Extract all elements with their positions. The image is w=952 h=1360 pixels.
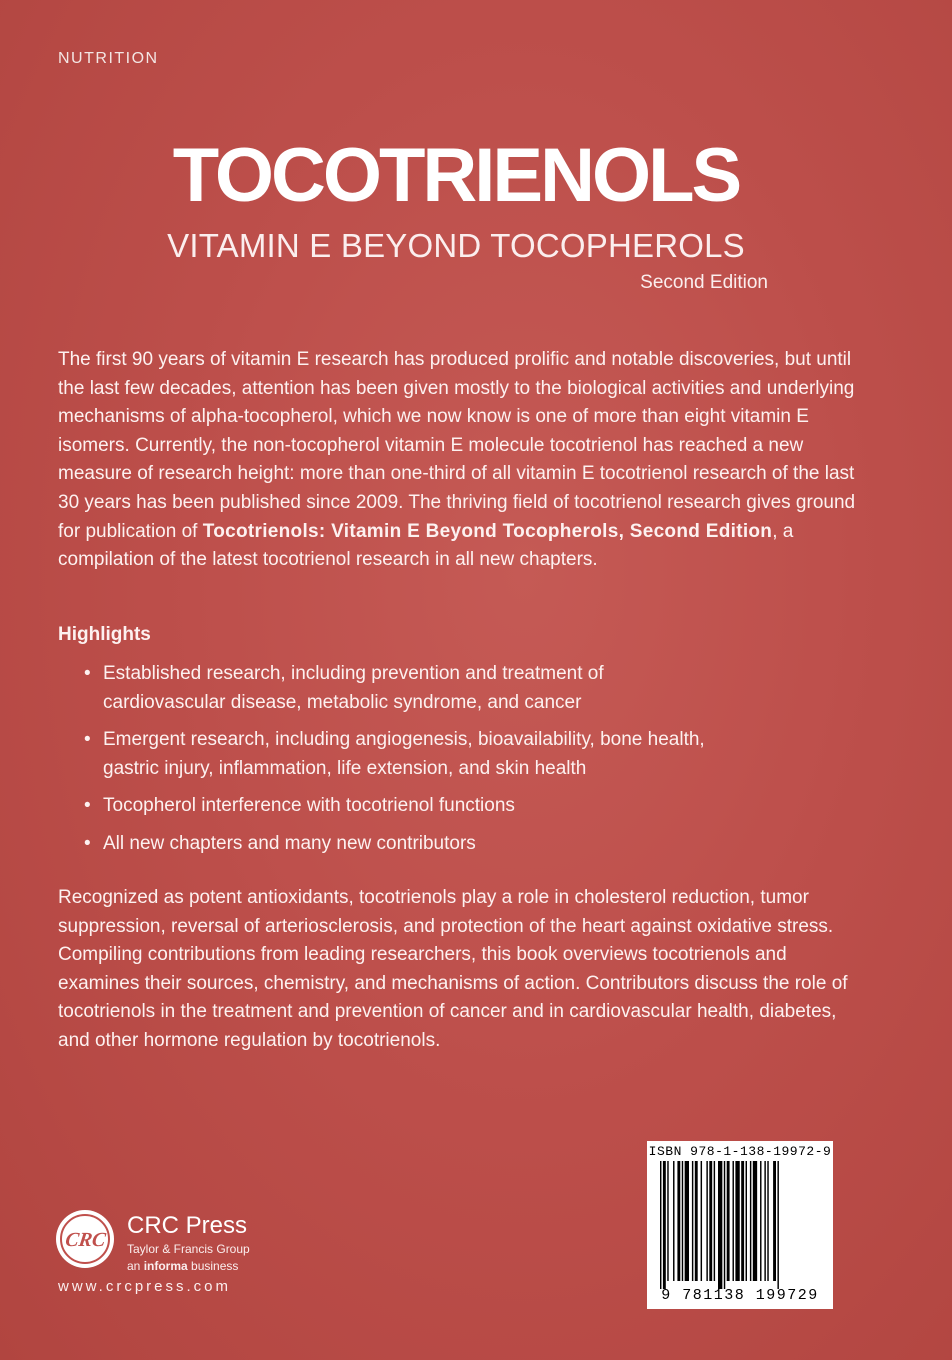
barcode-bar [764,1161,765,1281]
barcode-bar [733,1161,734,1281]
barcode-bar [760,1161,761,1281]
publisher-url: www.crcpress.com [58,1278,232,1295]
barcode-bar [777,1161,778,1289]
book-subtitle: VITAMIN E BEYOND TOCOPHEROLS [167,227,745,264]
publisher-informa [127,1259,238,1273]
barcode-bar [753,1161,757,1281]
barcode-bar [773,1161,776,1281]
barcode-bar [677,1161,680,1281]
category-label: NUTRITION [58,50,159,67]
barcode-bar [718,1161,722,1289]
barcode-bar [701,1161,702,1281]
informa-suffix: business [187,1259,239,1273]
highlight-item [84,830,724,859]
highlights-heading: Highlights [58,624,151,645]
crc-logo-icon [54,1208,116,1270]
barcode-bar [673,1161,674,1281]
summary-paragraph: Recognized as potent antioxidants, tocotrienols play a role in cholesterol reduction, tumor suppression, reversal of arteriosclerosis, and protection of the heart against oxidative stress. Compiling contributions from leading researchers, this book overviews tocotrienols and examines their sources, chemistry, and mechanisms of action. Contributors discuss the role of tocotrienols in the treatment and prevention of cancer and in cardiovascular health, diabetes, and other hormone regulation by tocotrienols. [58,887,848,1051]
highlight-item [84,660,724,717]
barcode-digits: 9 781138 199729 [661,1287,819,1304]
barcode-bar [660,1161,661,1289]
isbn-label: ISBN 978-1-138-19972-9 [648,1144,832,1159]
barcode-bar [692,1161,693,1281]
highlight-text: Established research, including prevention and treatment of cardiovascular disease, metabolic syndrome, and cancer [103,663,604,713]
barcode-bars-icon [660,1161,820,1289]
barcode-bar [706,1161,707,1281]
edition-label: Second Edition [640,272,768,293]
barcode-bar [695,1161,698,1281]
highlights-list [84,660,724,868]
barcode-bar [746,1161,747,1281]
highlight-text: Tocopherol interference with tocotrienol functions [103,795,515,817]
barcode-bar [767,1161,768,1281]
highlight-text: Emergent research, including angiogenesis, bioavailability, bone health, gastric injury, inflammation, life extension, and skin health [103,729,705,779]
bullet-icon: • [84,795,91,817]
intro-paragraph [58,346,858,575]
informa-bold: informa [143,1259,188,1273]
publisher-name: CRC Press [127,1212,248,1239]
barcode-bar [714,1161,715,1281]
barcode-bar [667,1161,668,1281]
isbn-barcode [647,1141,833,1309]
intro-text-after: , a compilation of the latest tocotrienol research in all new chapters. [58,520,794,571]
book-title: TOCOTRIENOLS [172,133,740,218]
crc-logo-text: CRC [63,1229,108,1251]
bullet-icon: • [84,663,91,684]
informa-prefix: an [127,1259,144,1273]
barcode-bar [724,1161,725,1289]
barcode-bar [741,1161,744,1281]
barcode-bar [682,1161,683,1281]
highlight-item [84,792,724,821]
barcode-bar [685,1161,689,1281]
publisher-group: Taylor & Francis Group [127,1242,250,1256]
barcode-bar [709,1161,712,1281]
barcode-bar [750,1161,751,1281]
barcode-bar [735,1161,739,1281]
barcode-bar [663,1161,666,1289]
barcode-bar [727,1161,730,1281]
intro-text-before: The first 90 years of vitamin E research has produced prolific and notable discoveries, but until the last few decades, attention has been given mostly to the biological activities and underlying mechanisms of alpha-tocopherol, which we now know is one of more than eight vitamin E isomers. Currently, the non-tocopherol vitamin E molecule tocotrienol has reached a new measure of research height: more than one-third of all vitamin E tocotrienol research of the last 30 years has been published since 2009. The thriving field of tocotrienol research gives ground for publication of [58,349,856,542]
highlight-text: All new chapters and many new contributors [103,832,476,854]
highlight-item [84,726,724,783]
intro-book-title: Tocotrienols: Vitamin E Beyond Tocopherols, Second Edition [202,520,773,542]
bullet-icon: • [84,729,91,751]
bullet-icon: • [84,832,91,854]
